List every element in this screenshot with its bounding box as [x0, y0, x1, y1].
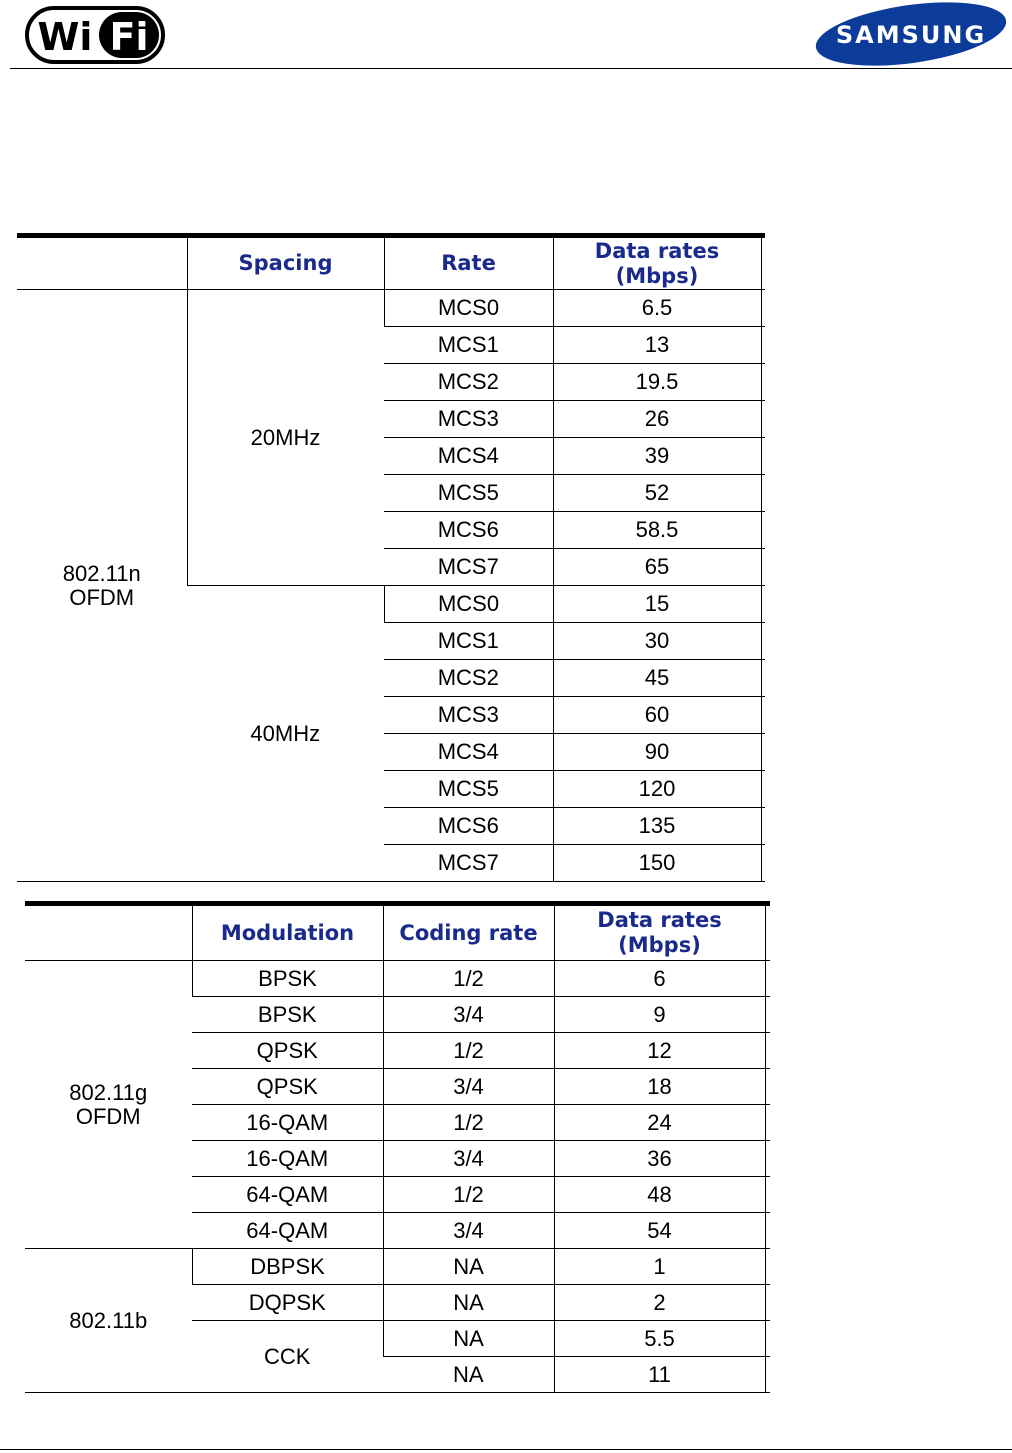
data-rate-cell: 11 [554, 1357, 765, 1393]
modulation-cell: DQPSK [192, 1285, 383, 1321]
standard-cell [17, 290, 187, 882]
rate-cell: MCS2 [384, 364, 553, 401]
coding-rate-cell: 1/2 [383, 1177, 554, 1213]
rate-cell: MCS1 [384, 327, 553, 364]
coding-rate-cell: NA [383, 1357, 554, 1393]
coding-rate-cell: 3/4 [383, 997, 554, 1033]
modulation-cell: QPSK [192, 1069, 383, 1105]
data-rate-cell: 65 [553, 549, 761, 586]
data-rate-cell: 45 [553, 660, 761, 697]
modulation-cell: QPSK [192, 1033, 383, 1069]
header-modulation: Modulation [192, 904, 383, 961]
header-data-rates: Data rates (Mbps) [553, 236, 761, 290]
header-coding-rate: Coding rate [383, 904, 554, 961]
rate-cell: MCS3 [384, 697, 553, 734]
rate-cell: MCS5 [384, 475, 553, 512]
svg-text:Fi: Fi [109, 15, 149, 59]
data-rate-cell: 60 [553, 697, 761, 734]
header-blank [17, 236, 187, 290]
modulation-cell: DBPSK [192, 1249, 383, 1285]
rate-cell: MCS6 [384, 512, 553, 549]
modulation-cell: CCK [192, 1321, 383, 1393]
data-rate-cell: 26 [553, 401, 761, 438]
header-spacer [765, 904, 770, 961]
header-divider [10, 68, 1012, 69]
data-rate-cell: 52 [553, 475, 761, 512]
rate-cell: MCS3 [384, 401, 553, 438]
header-spacing: Spacing [187, 236, 384, 290]
table-80211n [17, 233, 765, 882]
rate-cell: MCS4 [384, 438, 553, 475]
data-rate-cell: 39 [553, 438, 761, 475]
standard-modulation: OFDM [75, 1103, 141, 1129]
standard-modulation: OFDM [69, 584, 135, 610]
modulation-cell: 64-QAM [192, 1213, 383, 1249]
wifi-logo [25, 5, 165, 65]
data-rate-cell: 19.5 [553, 364, 761, 401]
coding-rate-cell: 1/2 [383, 961, 554, 997]
coding-rate-cell: 3/4 [383, 1213, 554, 1249]
standard-name: 802.11n [62, 560, 141, 586]
data-rate-cell: 9 [554, 997, 765, 1033]
samsung-logo [812, 2, 1010, 66]
spacing-cell: 40MHz [187, 586, 384, 882]
modulation-cell: 16-QAM [192, 1141, 383, 1177]
rate-cell: MCS5 [384, 771, 553, 808]
data-rate-cell: 135 [553, 808, 761, 845]
coding-rate-cell: NA [383, 1321, 554, 1357]
data-rate-cell: 15 [553, 586, 761, 623]
rate-cell: MCS2 [384, 660, 553, 697]
header-blank [25, 904, 192, 961]
table-80211g-b [25, 901, 770, 1393]
coding-rate-cell: 3/4 [383, 1141, 554, 1177]
rate-cell: MCS0 [384, 586, 553, 623]
data-rate-cell: 150 [553, 845, 761, 882]
spacing-cell: 20MHz [187, 290, 384, 586]
coding-rate-cell: NA [383, 1249, 554, 1285]
rate-cell: MCS7 [384, 845, 553, 882]
data-rate-cell: 54 [554, 1213, 765, 1249]
footer-divider [0, 1449, 1012, 1450]
header-rate: Rate [384, 236, 553, 290]
modulation-cell: 64-QAM [192, 1177, 383, 1213]
data-rate-cell: 24 [554, 1105, 765, 1141]
data-rate-cell: 36 [554, 1141, 765, 1177]
data-rate-cell: 6.5 [553, 290, 761, 327]
rate-cell: MCS0 [384, 290, 553, 327]
data-rate-cell: 58.5 [553, 512, 761, 549]
svg-text:Wi: Wi [37, 15, 93, 59]
rate-cell: MCS7 [384, 549, 553, 586]
data-rate-cell: 12 [554, 1033, 765, 1069]
header-data-rates: Data rates (Mbps) [554, 904, 765, 961]
data-rate-cell: 48 [554, 1177, 765, 1213]
data-rate-cell: 5.5 [554, 1321, 765, 1357]
data-rate-cell: 18 [554, 1069, 765, 1105]
data-rate-cell: 30 [553, 623, 761, 660]
data-rate-cell: 13 [553, 327, 761, 364]
data-rate-cell: 120 [553, 771, 761, 808]
rate-cell: MCS6 [384, 808, 553, 845]
data-rate-cell: 90 [553, 734, 761, 771]
rate-cell: MCS4 [384, 734, 553, 771]
standard-cell-g [25, 961, 192, 1249]
standard-name: 802.11g [69, 1079, 148, 1105]
modulation-cell: BPSK [192, 997, 383, 1033]
data-rate-cell: 2 [554, 1285, 765, 1321]
svg-text:SAMSUNG: SAMSUNG [835, 21, 987, 49]
rate-cell: MCS1 [384, 623, 553, 660]
coding-rate-cell: 3/4 [383, 1069, 554, 1105]
standard-cell-b: 802.11b [25, 1249, 192, 1393]
data-rate-cell: 6 [554, 961, 765, 997]
modulation-cell: 16-QAM [192, 1105, 383, 1141]
coding-rate-cell: 1/2 [383, 1033, 554, 1069]
data-rate-cell: 1 [554, 1249, 765, 1285]
modulation-cell: BPSK [192, 961, 383, 997]
coding-rate-cell: 1/2 [383, 1105, 554, 1141]
header-spacer [761, 236, 765, 290]
coding-rate-cell: NA [383, 1285, 554, 1321]
